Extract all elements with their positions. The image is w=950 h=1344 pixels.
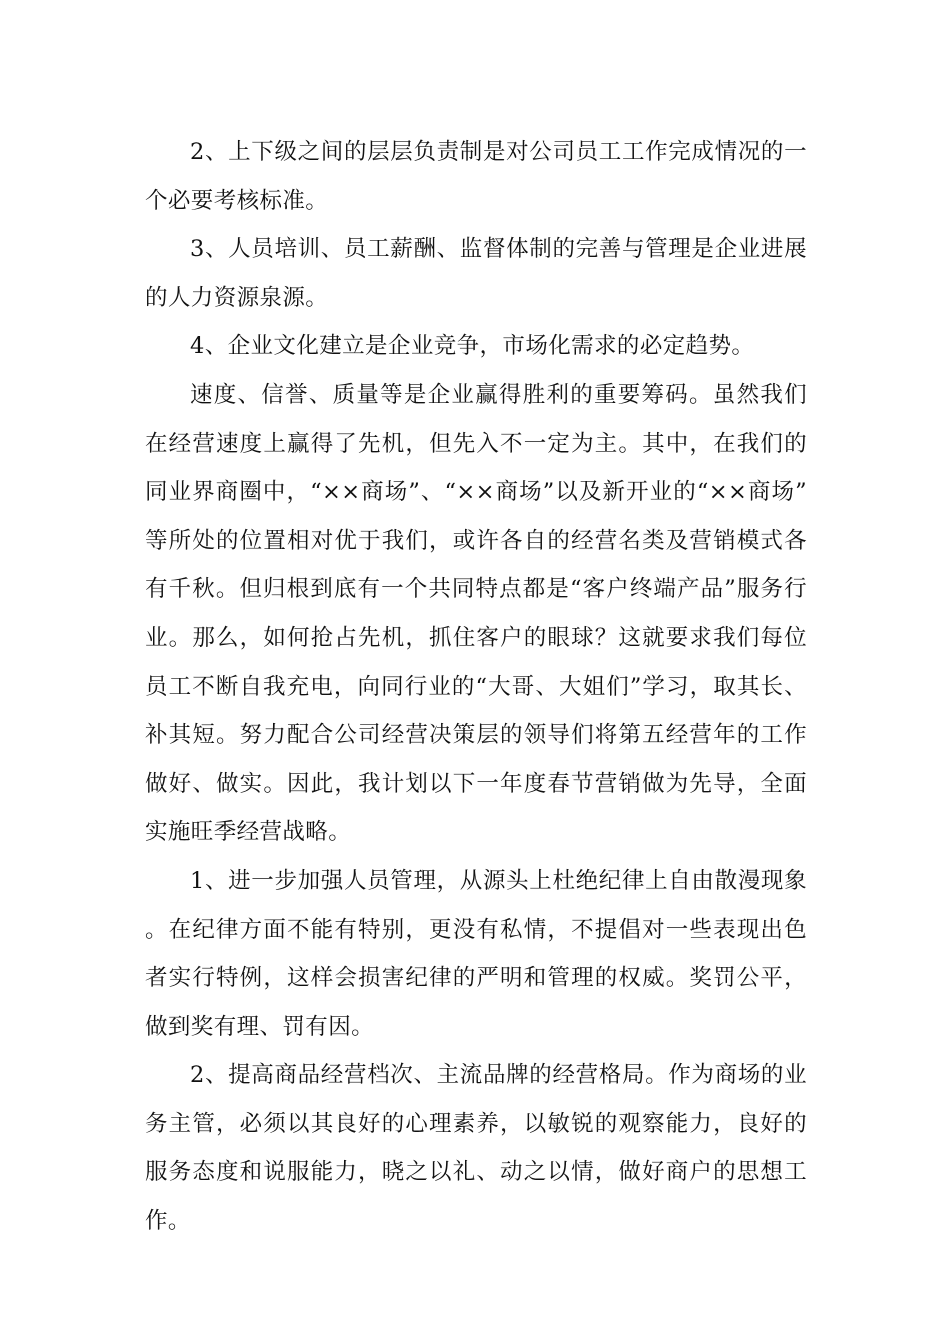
- paragraph-1: 2、上下级之间的层层负责制是对公司员工工作完成情况的一个必要考核标准。: [145, 139, 807, 214]
- paragraph-3: 4、企业文化建立是企业竞争，市场化需求的必定趋势。: [190, 333, 755, 360]
- paragraph-2: 3、人员培训、员工薪酬、监督体制的完善与管理是企业进展的人力资源泉源。: [145, 236, 807, 311]
- paragraph-4: 速度、信誉、质量等是企业赢得胜利的重要筹码。虽然我们在经营速度上赢得了先机，但先入不一定为主。其中，在我们的同业界商圈中，“××商场”、“××商场”以及新开业的“××商场”等所处的位置相对优于我们，或许各自的经营名类及营销模式各有千秋。但归根到底有一个共同特点都是“客户终端产品”服务行业。那么，如何抢占先机，抓住客户的眼球？这就要求我们每位员工不断自我充电，向同行业的“大哥、大姐们”学习，取其长、补其短。努力配合公司经营决策层的领导们将第五经营年的工作做好、做实。因此，我计划以下一年度春节营销做为先导，全面实施旺季经营战略。: [145, 381, 807, 846]
- paragraph-5: 1、进一步加强人员管理，从源头上杜绝纪律上自由散漫现象。在纪律方面不能有特别，更没有私情，不提倡对一些表现出色者实行特例，这样会损害纪律的严明和管理的权威。奖罚公平，做到奖有理、罚有因。: [145, 867, 807, 1040]
- document-body: [145, 128, 807, 1246]
- paragraph-6: 2、提高商品经营档次、主流品牌的经营格局。作为商场的业务主管，必须以其良好的心理素养，以敏锐的观察能力，良好的服务态度和说服能力，晓之以礼、动之以情，做好商户的思想工作。: [145, 1062, 807, 1235]
